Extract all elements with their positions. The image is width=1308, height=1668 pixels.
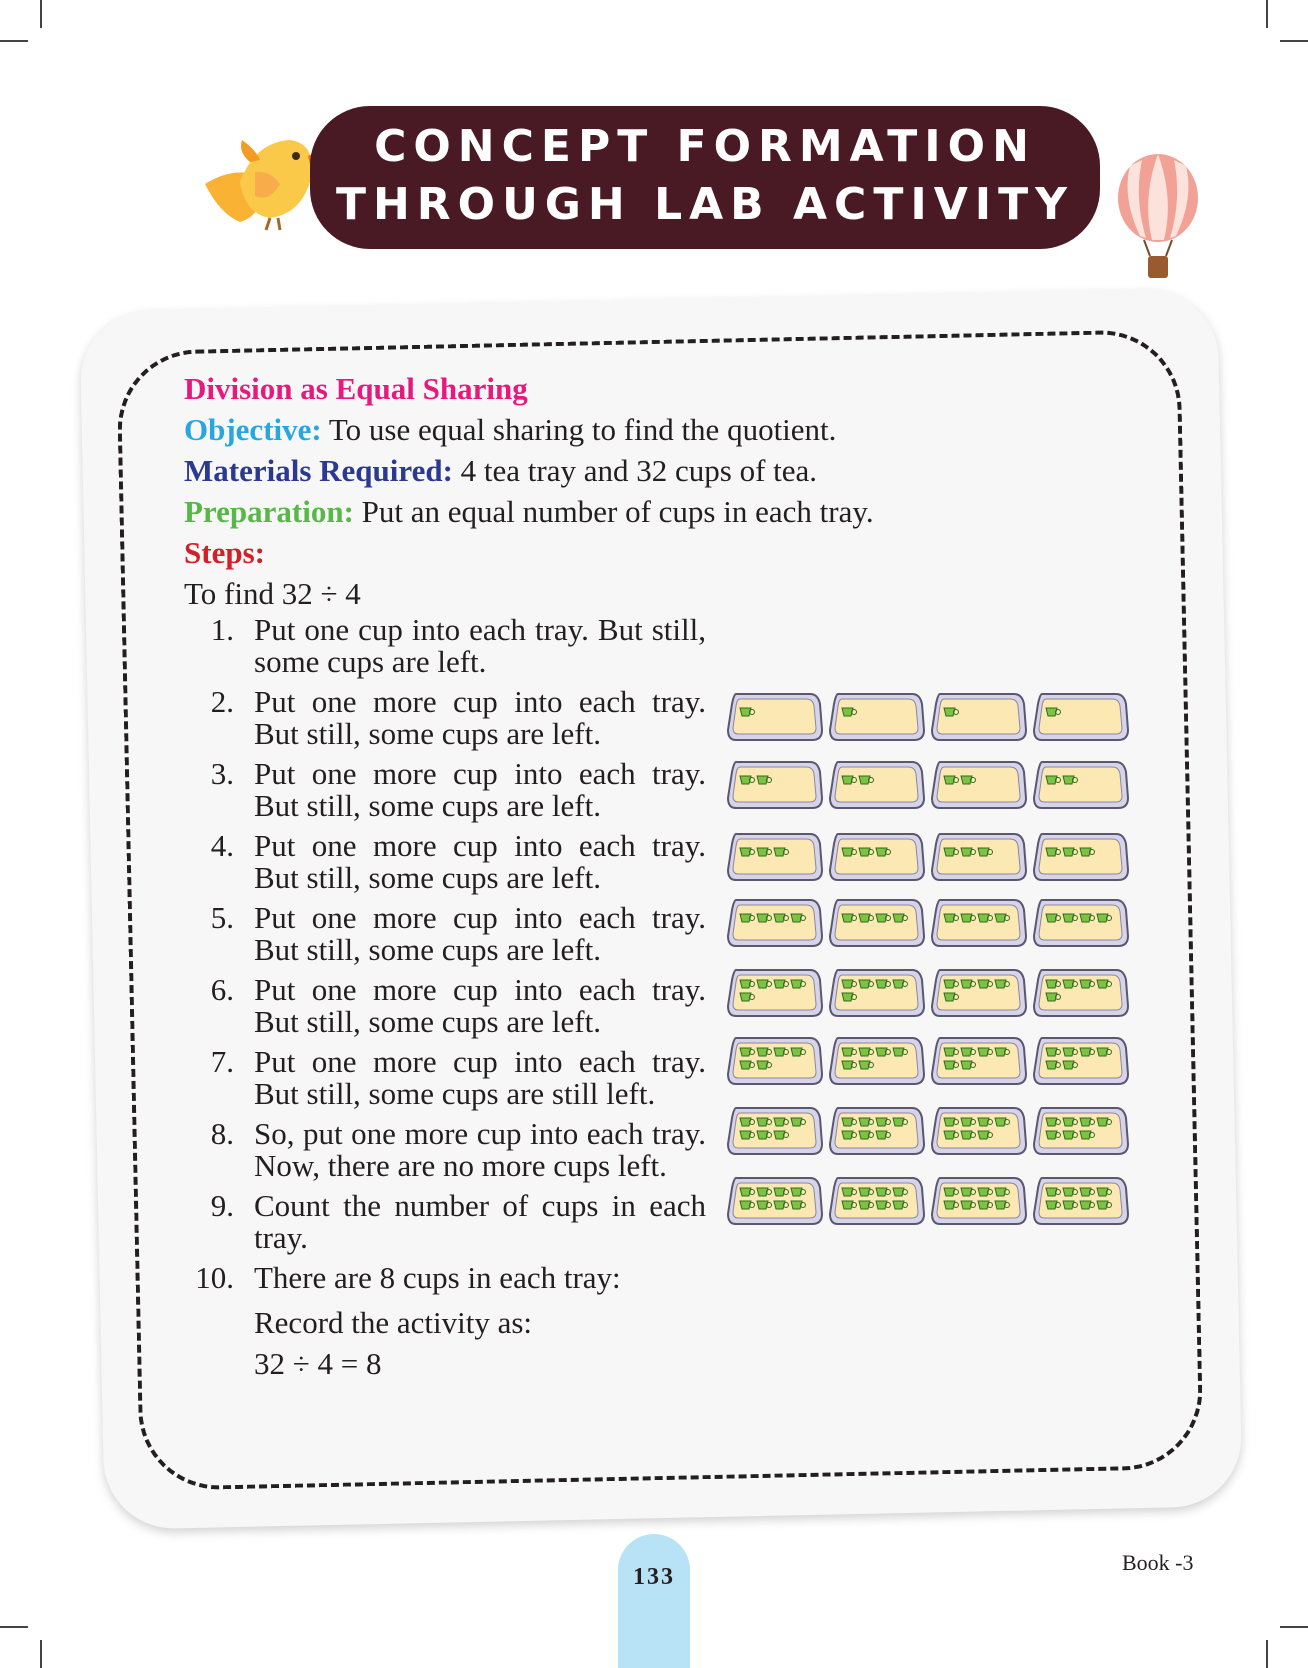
materials-line	[184, 450, 904, 491]
crop-mark	[1280, 40, 1308, 42]
tea-tray-icon	[1032, 1034, 1130, 1088]
step-item	[184, 1262, 706, 1294]
tea-tray-icon	[828, 758, 926, 812]
tray-row	[726, 690, 1136, 746]
tea-tray-icon	[828, 830, 926, 884]
step-item	[184, 758, 706, 822]
header-banner	[310, 106, 1100, 249]
tea-tray-icon	[726, 896, 824, 950]
step-text: Put one more cup into each tray. But still, some cups are still left.	[254, 1044, 706, 1111]
crop-mark	[1266, 0, 1268, 28]
step-number: 10.	[195, 1260, 234, 1295]
tea-tray-icon	[828, 1104, 926, 1158]
tea-tray-icon	[828, 1174, 926, 1228]
step-item	[184, 974, 706, 1038]
preparation-label: Preparation:	[184, 494, 354, 529]
tea-tray-icon	[1032, 1174, 1130, 1228]
step-text: Put one more cup into each tray. But still, some cups are left.	[254, 756, 706, 823]
tray-row	[726, 1104, 1136, 1160]
objective-text: To use equal sharing to find the quotient.	[321, 412, 837, 447]
crop-mark	[0, 40, 28, 42]
tea-tray-icon	[930, 896, 1028, 950]
step-number: 6.	[210, 972, 234, 1007]
tea-tray-icon	[726, 1034, 824, 1088]
activity-title: Division as Equal Sharing	[184, 371, 528, 406]
crop-mark	[1266, 1640, 1268, 1668]
step-text: Count the number of cups in each tray.	[254, 1188, 706, 1255]
equation: 32 ÷ 4 = 8	[254, 1346, 382, 1381]
header-line-1: CONCEPT FORMATION	[374, 121, 1036, 172]
step-number: 5.	[210, 900, 234, 935]
step-item	[184, 902, 706, 966]
tea-tray-icon	[726, 966, 824, 1020]
tea-tray-icon	[930, 1174, 1028, 1228]
objective-label: Objective:	[184, 412, 322, 447]
crop-mark	[40, 0, 42, 28]
step-number: 7.	[210, 1044, 234, 1079]
step-item	[184, 1046, 706, 1110]
tray-row	[726, 758, 1136, 814]
book-label: Book -3	[1122, 1550, 1194, 1575]
tea-tray-icon	[828, 690, 926, 744]
hot-air-balloon-icon	[1116, 152, 1200, 282]
step-item	[184, 1118, 706, 1182]
step-text: Put one more cup into each tray. But still, some cups are left.	[254, 828, 706, 895]
tea-tray-icon	[930, 758, 1028, 812]
step-item	[184, 830, 706, 894]
tea-tray-icon	[1032, 966, 1130, 1020]
tea-tray-icon	[726, 830, 824, 884]
tea-tray-icon	[930, 966, 1028, 1020]
step-item	[184, 1190, 706, 1254]
record-line: Record the activity as:	[254, 1305, 533, 1340]
page-number: 133	[633, 1564, 675, 1590]
to-find-line: To find 32 ÷ 4	[184, 576, 361, 611]
page-number-tab	[618, 1534, 690, 1668]
tea-tray-icon	[930, 830, 1028, 884]
step-number: 9.	[210, 1188, 234, 1223]
crop-mark	[40, 1640, 42, 1668]
step-number: 3.	[210, 756, 234, 791]
tea-tray-icon	[828, 1034, 926, 1088]
tea-tray-icon	[930, 690, 1028, 744]
step-text: Put one more cup into each tray. But still, some cups are left.	[254, 900, 706, 967]
tea-tray-icon	[930, 1104, 1028, 1158]
step-text: There are 8 cups in each tray:	[254, 1260, 621, 1295]
tray-illustration	[726, 690, 1136, 1290]
step-text: Put one more cup into each tray. But still, some cups are left.	[254, 684, 706, 751]
tea-tray-icon	[930, 1034, 1028, 1088]
step-text: Put one cup into each tray. But still, some cups are left.	[254, 612, 706, 679]
header-line-2: THROUGH LAB ACTIVITY	[335, 179, 1075, 230]
tray-row	[726, 896, 1136, 952]
tea-tray-icon	[828, 966, 926, 1020]
step-item	[184, 614, 706, 678]
tea-tray-icon	[726, 1174, 824, 1228]
step-number: 2.	[210, 684, 234, 719]
objective-line	[184, 409, 904, 450]
preparation-text: Put an equal number of cups in each tray.	[353, 494, 874, 529]
crop-mark	[1280, 1626, 1308, 1628]
steps-list	[184, 614, 706, 1294]
tea-tray-icon	[726, 690, 824, 744]
tray-row	[726, 1174, 1136, 1230]
tea-tray-icon	[1032, 758, 1130, 812]
tea-tray-icon	[1032, 830, 1130, 884]
tea-tray-icon	[828, 896, 926, 950]
crop-mark	[0, 1626, 28, 1628]
tray-row	[726, 1034, 1136, 1090]
step-item	[184, 686, 706, 750]
materials-label: Materials Required:	[184, 453, 453, 488]
materials-text: 4 tea tray and 32 cups of tea.	[452, 453, 818, 488]
steps-label: Steps:	[184, 535, 265, 570]
tea-tray-icon	[1032, 690, 1130, 744]
step-number: 1.	[210, 612, 234, 647]
preparation-line	[184, 491, 904, 532]
step-number: 8.	[210, 1116, 234, 1151]
tea-tray-icon	[726, 758, 824, 812]
step-text: Put one more cup into each tray. But still, some cups are left.	[254, 972, 706, 1039]
tea-tray-icon	[1032, 1104, 1130, 1158]
tea-tray-icon	[726, 1104, 824, 1158]
tray-row	[726, 830, 1136, 886]
step-number: 4.	[210, 828, 234, 863]
tray-row	[726, 966, 1136, 1022]
tea-tray-icon	[1032, 896, 1130, 950]
step-text: So, put one more cup into each tray. Now, there are no more cups left.	[254, 1116, 706, 1183]
